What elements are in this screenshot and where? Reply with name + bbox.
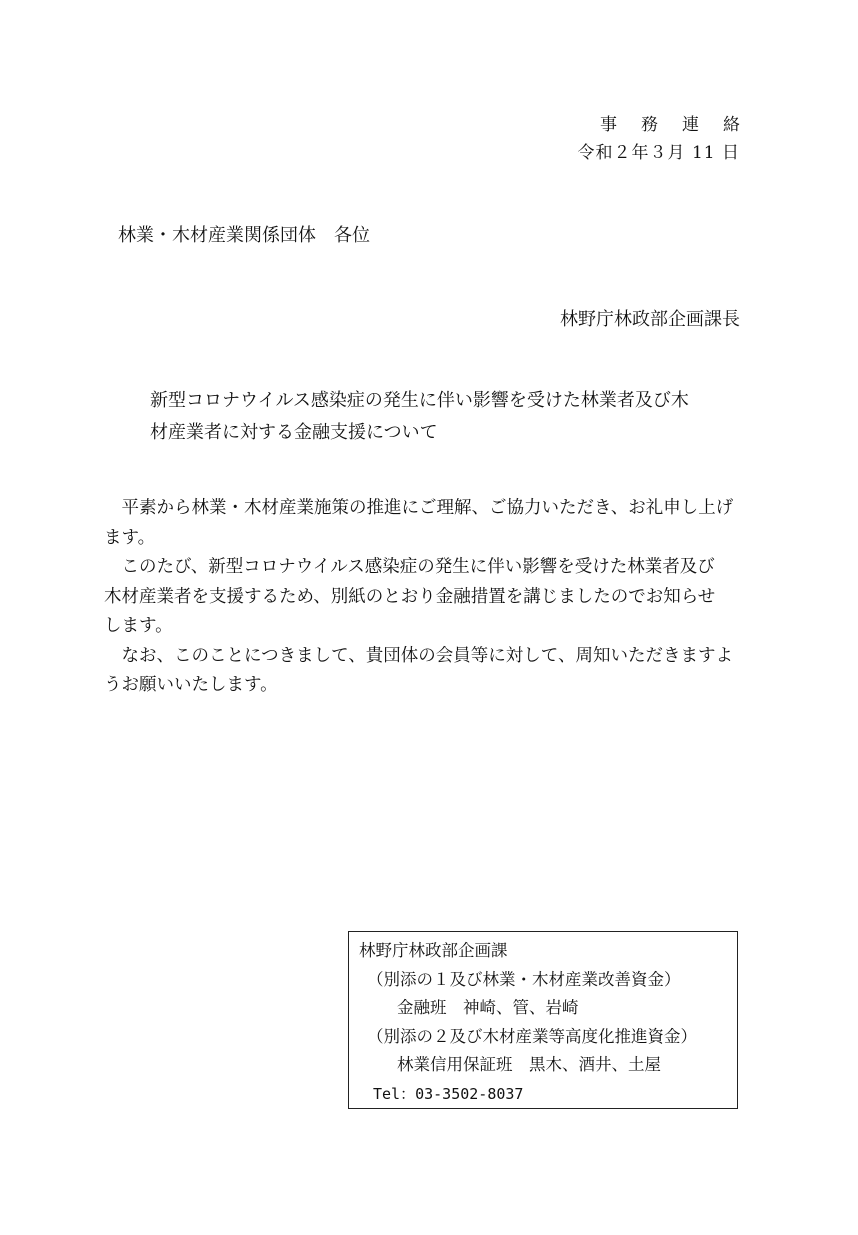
body-line: ます。 <box>104 527 156 548</box>
addressee: 林業・木材産業関係団体 各位 <box>118 225 370 246</box>
contact-box <box>348 931 738 1109</box>
contact-department: 林野庁林政部企画課 <box>359 941 508 960</box>
body-line: します。 <box>104 616 173 636</box>
contact-tel: Tel：03-3502-8037 <box>373 1084 524 1103</box>
body-text <box>104 494 764 701</box>
contact-section1-note: （別添の１及び林業・木材産業改善資金） <box>367 969 681 989</box>
document-date: 令和２年３月 11 日 <box>577 143 740 163</box>
title-line-1: 新型コロナウイルス感染症の発生に伴い影響を受けた林業者及び木 <box>150 390 689 411</box>
contact-section2-note: （別添の２及び木材産業等高度化推進資金） <box>367 1026 697 1046</box>
body-line: 木材産業者を支援するため、別紙のとおり金融措置を講じましたのでお知らせ <box>104 586 716 607</box>
contact-section1-team: 金融班 神崎、管、岩崎 <box>397 998 579 1017</box>
document-type-label: 事務連絡 <box>600 115 764 135</box>
contact-section2-team: 林業信用保証班 黒木、酒井、土屋 <box>397 1055 661 1074</box>
sender: 林野庁林政部企画課長 <box>560 309 740 330</box>
document-title <box>150 385 689 449</box>
body-line: うお願いいたします。 <box>104 675 278 695</box>
body-line: このたび、新型コロナウイルス感染症の発生に伴い影響を受けた林業者及び <box>104 557 715 577</box>
title-line-2: 材産業者に対する金融支援について <box>150 422 438 443</box>
body-line: 平素から林業・木材産業施策の推進にご理解、ご協力いただき、お礼申し上げ <box>104 498 734 518</box>
body-line: なお、このことにつきまして、貴団体の会員等に対して、周知いただきますよ <box>104 645 733 666</box>
